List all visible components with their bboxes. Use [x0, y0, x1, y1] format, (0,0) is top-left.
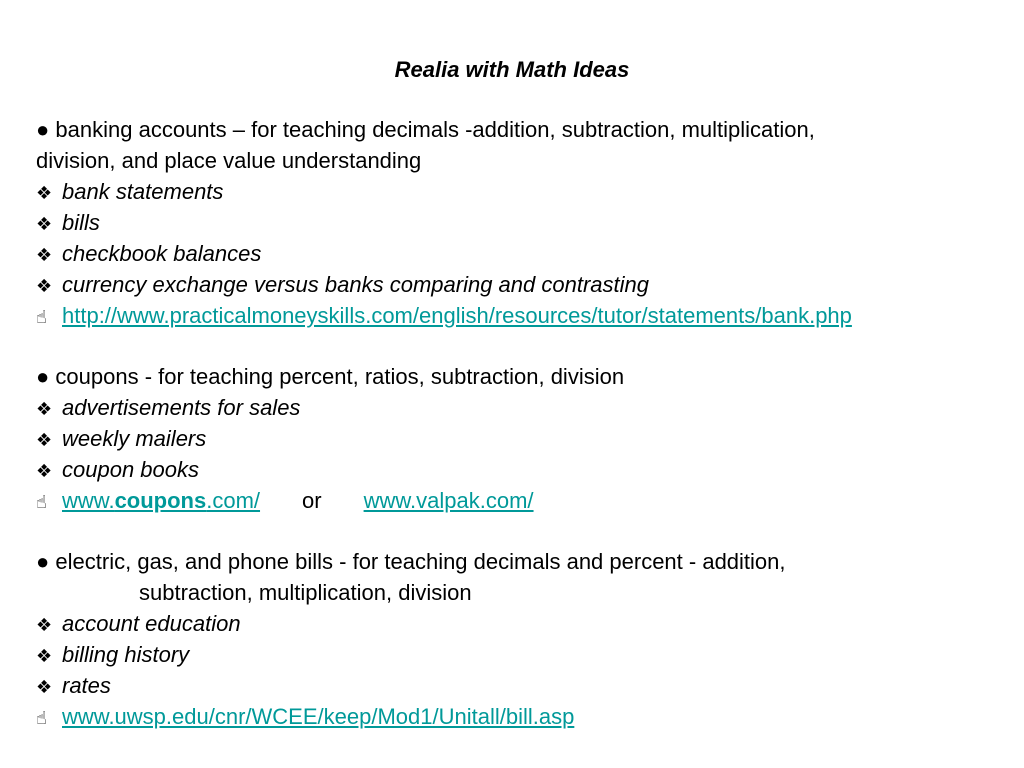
link-row-bills [36, 701, 574, 734]
list-item-label: checkbook balances [62, 241, 262, 266]
list-item-label: coupon books [62, 457, 199, 482]
list-item [36, 269, 649, 302]
list-item [36, 423, 206, 456]
list-item-label: bank statements [62, 179, 224, 204]
section-coupons-heading [36, 361, 624, 392]
section-banking-heading-cont [36, 145, 421, 176]
bullet-icon: ● [36, 549, 50, 574]
link-row-coupons [36, 485, 534, 518]
diamond-bullet-icon: ❖ [36, 677, 53, 698]
link-practicalmoneyskills[interactable]: http://www.practicalmoneyskills.com/english/resources/tutor/statements/bank.php [62, 303, 852, 328]
diamond-bullet-icon: ❖ [36, 615, 53, 636]
link-row-banking [36, 300, 852, 333]
section-banking-heading [36, 114, 815, 145]
diamond-bullet-icon: ❖ [36, 214, 53, 235]
diamond-bullet-icon: ❖ [36, 430, 53, 451]
list-item-label: rates [62, 673, 111, 698]
list-item-label: weekly mailers [62, 426, 207, 451]
section-coupons-text-1: coupons - for teaching percent, ratios, subtraction, division [55, 364, 625, 389]
link-coupons-prefix: www. [62, 488, 115, 513]
section-banking-text-1: banking accounts – for teaching decimals -addition, subtraction, multiplication, [55, 117, 815, 142]
section-bills-heading [36, 546, 786, 577]
diamond-bullet-icon: ❖ [36, 183, 53, 204]
list-item [36, 176, 223, 209]
diamond-bullet-icon: ❖ [36, 399, 53, 420]
diamond-bullet-icon: ❖ [36, 461, 53, 482]
list-item [36, 608, 241, 641]
list-item-label: bills [62, 210, 100, 235]
list-item [36, 207, 100, 240]
link-coupons[interactable] [62, 488, 260, 513]
diamond-bullet-icon: ❖ [36, 276, 53, 297]
bullet-icon: ● [36, 364, 50, 389]
list-item-label: billing history [62, 642, 190, 667]
list-item [36, 670, 111, 703]
page-title: Realia with Math Ideas [394, 57, 630, 82]
list-item-label: currency exchange versus banks comparing and contrasting [62, 272, 649, 297]
pointing-hand-icon: ☝ [36, 708, 47, 729]
link-coupons-suffix: .com/ [206, 488, 261, 513]
section-bills-text-1: electric, gas, and phone bills - for teaching decimals and percent - addition, [55, 549, 786, 574]
link-coupons-bold: coupons [114, 488, 207, 513]
list-item-label: advertisements for sales [62, 395, 301, 420]
section-bills-text-2: subtraction, multiplication, division [139, 580, 472, 605]
link-valpak[interactable]: www.valpak.com/ [363, 488, 534, 513]
section-banking-text-2: division, and place value understanding [36, 148, 422, 173]
or-text: or [302, 488, 322, 513]
diamond-bullet-icon: ❖ [36, 646, 53, 667]
section-bills-heading-cont [139, 577, 472, 608]
list-item [36, 238, 261, 271]
list-item [36, 454, 199, 487]
diamond-bullet-icon: ❖ [36, 245, 53, 266]
list-item-label: account education [62, 611, 241, 636]
pointing-hand-icon: ☝ [36, 492, 47, 513]
bullet-icon: ● [36, 117, 50, 142]
link-uwsp[interactable]: www.uwsp.edu/cnr/WCEE/keep/Mod1/Unitall/bill.asp [62, 704, 575, 729]
list-item [36, 639, 189, 672]
pointing-hand-icon: ☝ [36, 307, 47, 328]
list-item [36, 392, 300, 425]
